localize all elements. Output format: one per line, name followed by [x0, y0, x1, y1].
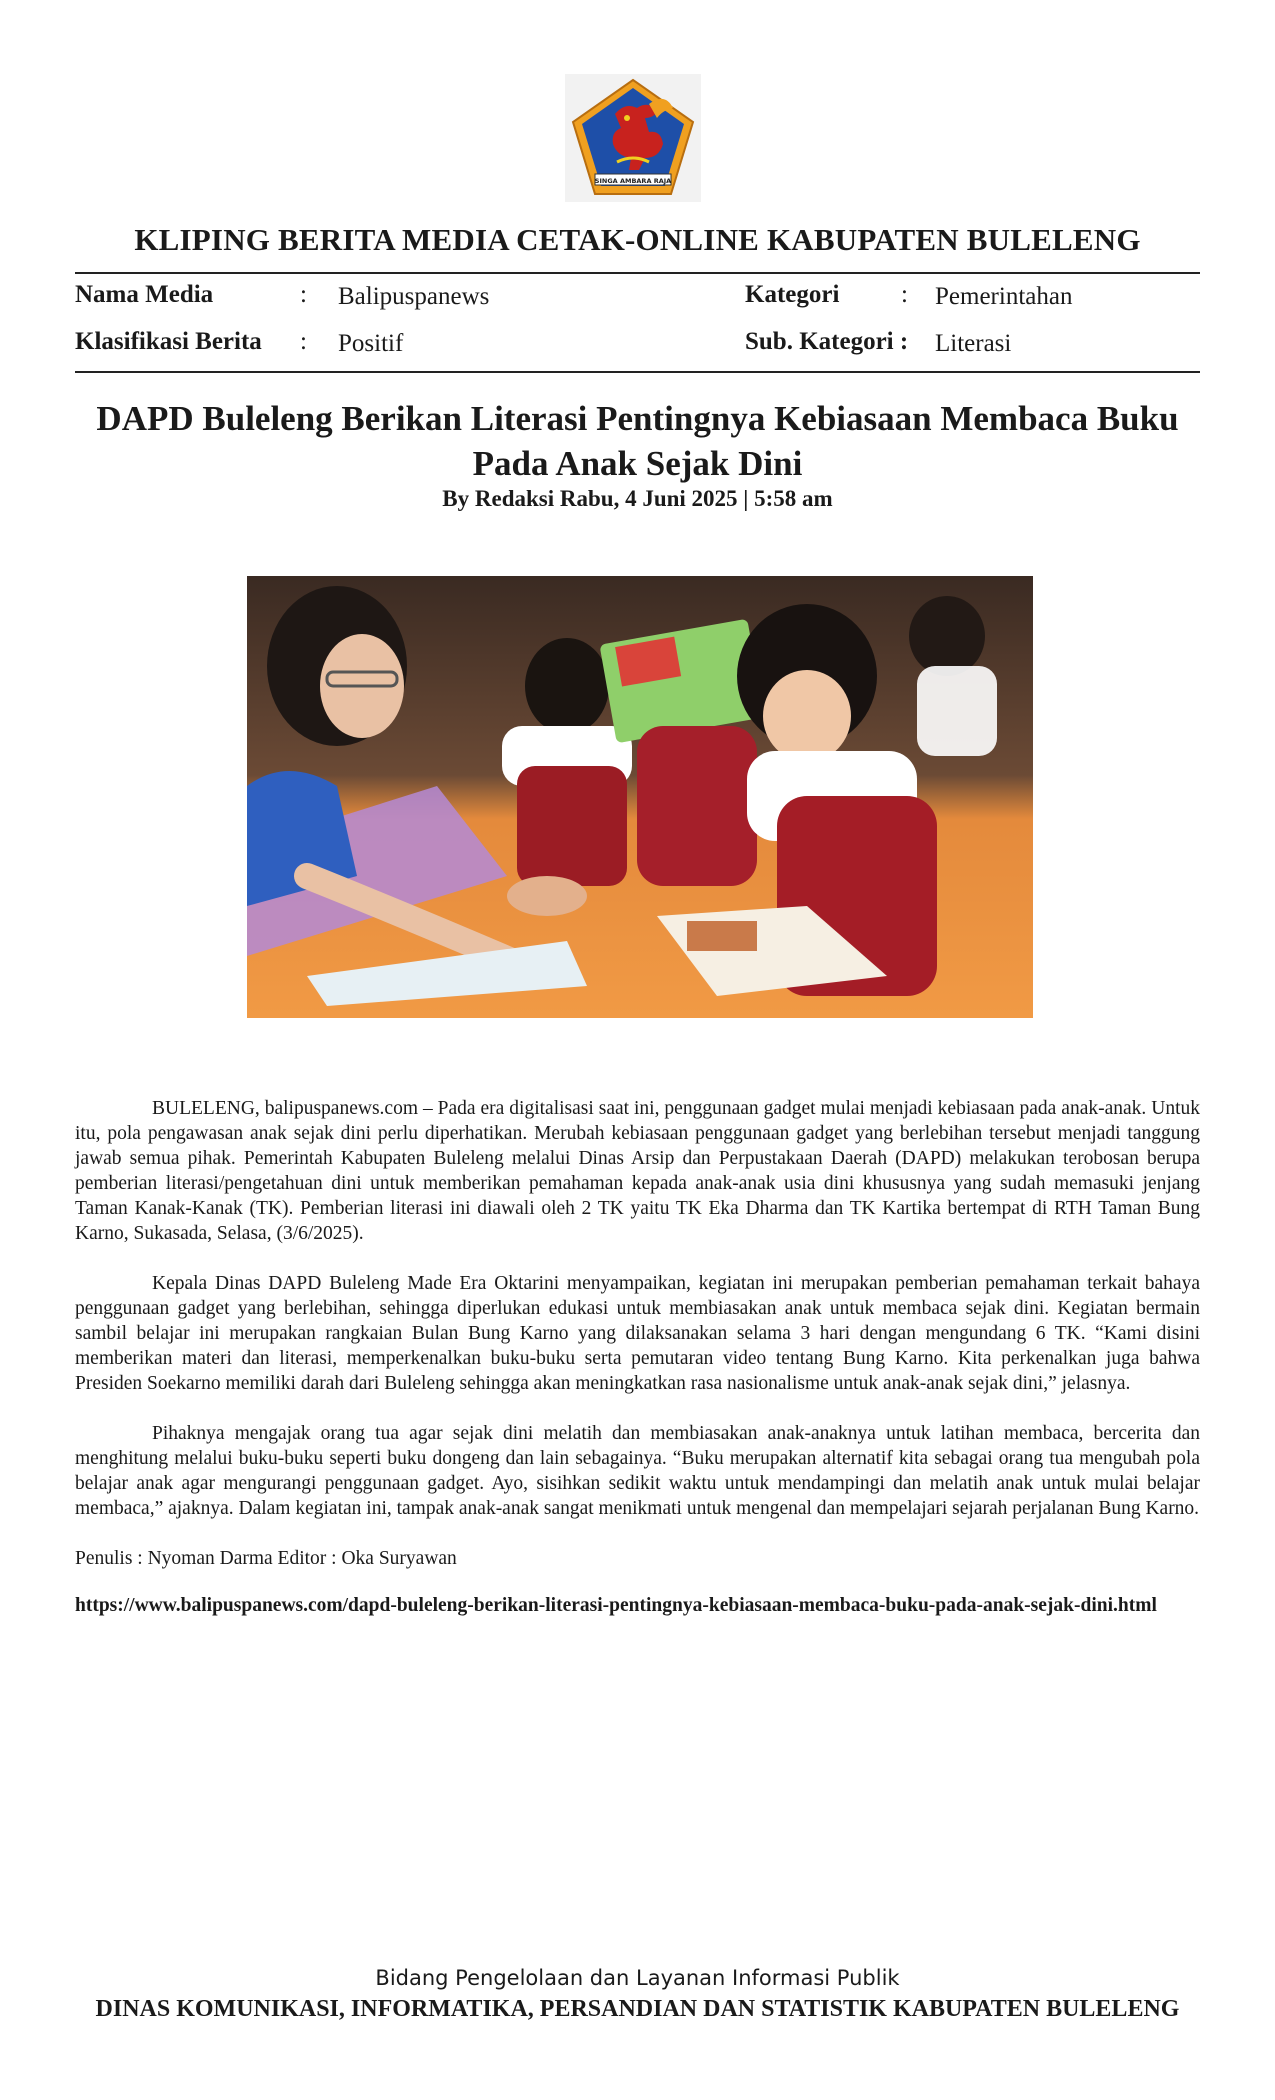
article-paragraph-3: Pihaknya mengajak orang tua agar sejak dini melatih dan membiasakan anak-anaknya untuk latihan membaca, bercerita dan menghitung melalui buku-buku seperti buku dongeng dan lain sebagainya. “Buku merupakan alternatif kita sebagai orang tua mengubah pola belajar anak agar mengurangi penggunaan gadget. Ayo, sisihkan sedikit waktu untuk mendampingi dan melatih anak untuk mulai belajar membaca,” ajaknya. Dalam kegiatan ini, tampak anak-anak sangat menikmati untuk mengenal dan mempelajari sejarah perjalanan Bung Karno.	[75, 1423, 1200, 1519]
nama-media-value: Balipuspanews	[338, 283, 490, 310]
article-headline: DAPD Buleleng Berikan Literasi Pentingnya Kebiasaan Membaca Buku Pada Anak Sejak Dini	[96, 399, 1179, 483]
footer-agency: DINAS KOMUNIKASI, INFORMATIKA, PERSANDIAN DAN STATISTIK KABUPATEN BULELENG	[95, 1996, 1180, 2022]
article-paragraph-2: Kepala Dinas DAPD Buleleng Made Era Oktarini menyampaikan, kegiatan ini merupakan pemberian pemahaman terkait bahaya penggunaan gadget yang berlebihan, sehingga diperlukan edukasi untuk membiasakan anak untuk membaca sejak dini. Kegiatan bermain sambil belajar ini merupakan rangkaian Bulan Bung Karno yang dilaksanakan selama 3 hari dengan mengundang 6 TK. “Kami disini memberikan materi dan literasi, memperkenalkan buku-buku serta pemutaran video tentang Bung Karno. Kita perkenalkan juga bahwa Presiden Soekarno memiliki darah dari Buleleng sehingga akan meningkatkan rasa nasionalisme untuk anak-anak sejak dini,” jelasnya.	[75, 1273, 1200, 1394]
kategori-value: Pemerintahan	[935, 283, 1073, 310]
children-reading-photo	[247, 576, 1033, 1018]
emblem-caption: SINGA AMBARA RAJA	[594, 177, 672, 185]
nama-media-label: Nama Media	[75, 281, 214, 308]
klasifikasi-value: Positif	[338, 330, 404, 357]
article-byline: By Redaksi Rabu, 4 Juni 2025 | 5:58 am	[442, 486, 833, 511]
footer-division: Bidang Pengelolaan dan Layanan Informasi Publik	[375, 1966, 900, 1990]
clipping-title: KLIPING BERITA MEDIA CETAK-ONLINE KABUPATEN BULELENG	[134, 222, 1141, 257]
sub-kategori-label: Sub. Kategori :	[745, 328, 909, 355]
sub-kategori-value: Literasi	[935, 330, 1012, 357]
klasifikasi-colon: :	[300, 328, 307, 355]
header-divider-top	[75, 272, 1200, 274]
article-body	[75, 1096, 1200, 1643]
header-divider-bottom	[75, 371, 1200, 373]
article-paragraph-1: BULELENG, balipuspanews.com – Pada era digitalisasi saat ini, penggunaan gadget mulai menjadi kebiasaan pada anak-anak. Untuk itu, pola pengawasan anak sejak dini perlu diperhatikan. Merubah kebiasaan penggunaan gadget yang berlebihan tersebut menjadi tanggung jawab semua pihak. Pemerintah Kabupaten Buleleng melalui Dinas Arsip dan Perpustakaan Daerah (DAPD) melakukan terobosan berupa pemberian literasi/pengetahuan dini untuk memberikan pemahaman kepada anak-anak usia dini khususnya yang sudah memasuki jenjang Taman Kanak-Kanak (TK). Pemberian literasi ini diawali oleh 2 TK yaitu TK Eka Dharma dan TK Kartika bertempat di RTH Taman Bung Karno, Sukasada, Selasa, (3/6/2025).	[75, 1098, 1200, 1244]
kategori-label: Kategori	[745, 281, 840, 308]
kategori-colon: :	[901, 281, 908, 308]
article-credit: Penulis : Nyoman Darma Editor : Oka Suryawan	[75, 1548, 457, 1569]
lion-crest-emblem-icon	[565, 74, 701, 202]
klasifikasi-label: Klasifikasi Berita	[75, 328, 262, 355]
nama-media-colon: :	[300, 281, 307, 308]
source-link[interactable]: https://www.balipuspanews.com/dapd-buleleng-berikan-literasi-pentingnya-kebiasaan-membaca-buku-pada-anak-sejak-dini.html	[75, 1595, 1157, 1616]
